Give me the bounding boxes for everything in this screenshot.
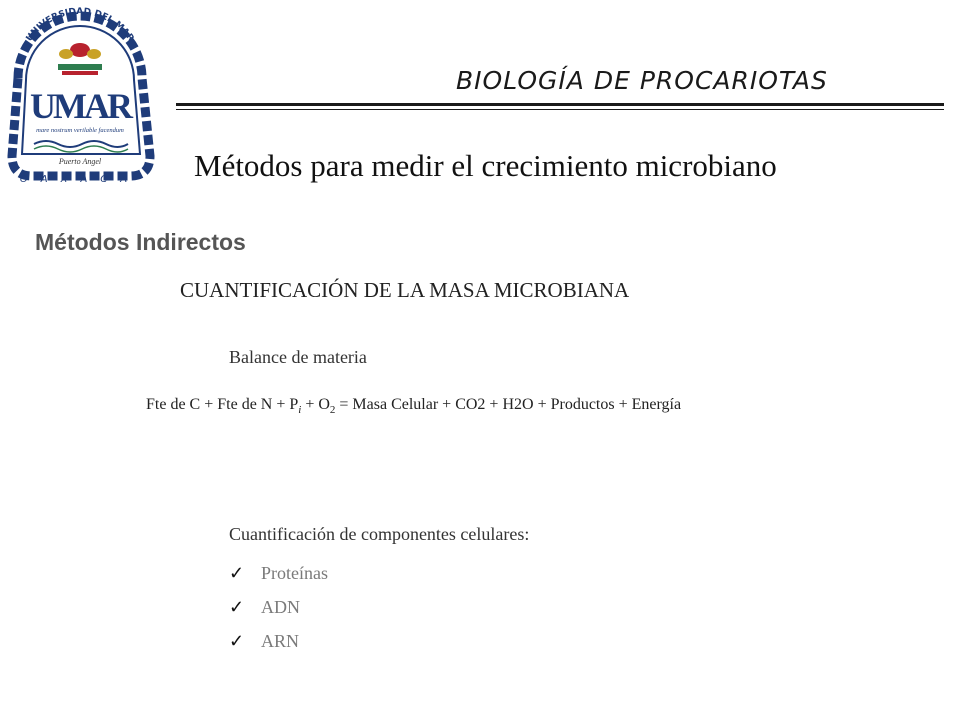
logo-arc-text: UNIVERSIDAD DEL MAR xyxy=(24,6,136,44)
equation-subscript-i: i xyxy=(298,404,302,417)
logo-monogram: UMAR xyxy=(30,86,130,126)
mass-balance-equation xyxy=(146,396,681,416)
slide-title: Métodos para medir el crecimiento microbiano xyxy=(194,148,777,183)
component-label: ARN xyxy=(261,631,300,651)
check-icon: ✓ xyxy=(229,631,245,651)
list-item xyxy=(229,624,328,658)
equation-part-1: Fte de C + Fte de N + P xyxy=(146,396,299,413)
header-divider-thin xyxy=(176,109,944,110)
university-logo xyxy=(0,6,162,184)
list-item xyxy=(229,590,328,624)
balance-label: Balance de materia xyxy=(229,347,367,367)
section-heading: Métodos Indirectos xyxy=(35,229,246,255)
header-divider xyxy=(176,103,944,106)
component-label: Proteínas xyxy=(261,563,328,583)
equation-part-2: + O xyxy=(301,396,330,413)
check-icon: ✓ xyxy=(229,597,245,617)
components-list xyxy=(229,556,328,658)
component-label: ADN xyxy=(261,597,300,617)
check-icon: ✓ xyxy=(229,563,245,583)
logo-motto: mare nostrum verilable facendum xyxy=(36,127,124,134)
list-item xyxy=(229,556,328,590)
university-seal-icon xyxy=(0,6,162,184)
equation-subscript-2: 2 xyxy=(329,404,336,417)
course-title: BIOLOGÍA DE PROCARIOTAS xyxy=(456,66,828,95)
equation-part-3: = Masa Celular + CO2 + H2O + Productos + Energía xyxy=(335,396,682,413)
components-label: Cuantificación de componentes celulares: xyxy=(229,524,530,544)
section-subtitle: CUANTIFICACIÓN DE LA MASA MICROBIANA xyxy=(180,278,630,302)
logo-state: OAXACA xyxy=(19,174,141,184)
logo-campus: Puerto Angel xyxy=(58,157,102,166)
